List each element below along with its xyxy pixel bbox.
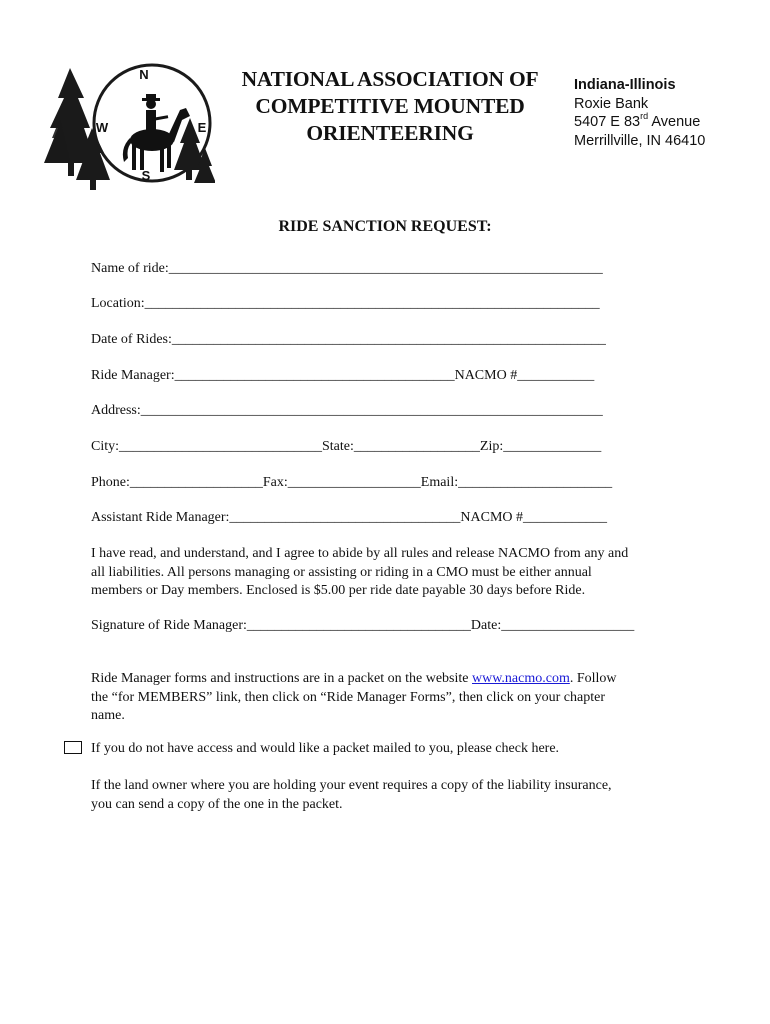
signature-field[interactable]: Signature of Ride Manager:________________________________Date:___________________ <box>91 618 635 633</box>
address-city: Merrillville, IN 46410 <box>574 132 706 149</box>
phone-fax-email-field[interactable]: Phone:___________________Fax:___________________Email:______________________ <box>91 475 613 490</box>
org-title-line-3: ORIENTEERING <box>306 121 474 145</box>
liability-text: If the land owner where you are holding your event requires a copy of the liability insurance, you can send a copy of the one in the packet. <box>91 778 612 812</box>
compass-s: S <box>141 168 151 183</box>
address-chapter: Indiana-Illinois <box>574 77 676 93</box>
compass-e: E <box>197 120 207 135</box>
location-field[interactable]: Location:_________________________________________________________________ <box>91 296 600 311</box>
org-title-line-1: NATIONAL ASSOCIATION OF <box>241 67 539 91</box>
address-field[interactable]: Address:__________________________________________________________________ <box>91 403 603 418</box>
address-name: Roxie Bank <box>574 95 649 112</box>
ride-manager-field[interactable]: Ride Manager:________________________________________NACMO #___________ <box>91 368 595 383</box>
assistant-ride-manager-field[interactable]: Assistant Ride Manager:_________________________________NACMO #____________ <box>91 510 608 525</box>
city-state-zip-field[interactable]: City:_____________________________State:__________________Zip:______________ <box>91 439 602 454</box>
compass-n: N <box>139 67 149 82</box>
form-heading: RIDE SANCTION REQUEST: <box>278 218 492 235</box>
packet-request-checkbox[interactable] <box>64 741 82 754</box>
address-street: 5407 E 83rd Avenue <box>574 111 701 130</box>
compass-w: W <box>95 120 109 135</box>
date-of-rides-field[interactable]: Date of Rides:______________________________________________________________ <box>91 332 606 347</box>
mailing-address <box>574 76 705 150</box>
name-of-ride-field[interactable]: Name of ride:______________________________________________________________ <box>91 261 603 276</box>
instructions-text: Ride Manager forms and instructions are in a packet on the website www.nacmo.com. Follow the “for MEMBERS” link, then click on “Ride Manager Forms”, then click on your chapter name. <box>91 671 617 723</box>
packet-request-label: If you do not have access and would like a packet mailed to you, please check here. <box>91 741 560 756</box>
nacmo-logo <box>40 58 215 198</box>
website-link[interactable]: www.nacmo.com <box>472 671 570 686</box>
agreement-text: I have read, and understand, and I agree to abide by all rules and release NACMO from any and all liabilities. All persons managing or assisting or riding in a CMO must be either annual members or Day members. Enclosed is $5.00 per ride date payable 30 days before Ride. <box>91 546 629 598</box>
org-title-line-2: COMPETITIVE MOUNTED <box>255 94 525 118</box>
org-title <box>215 66 565 147</box>
